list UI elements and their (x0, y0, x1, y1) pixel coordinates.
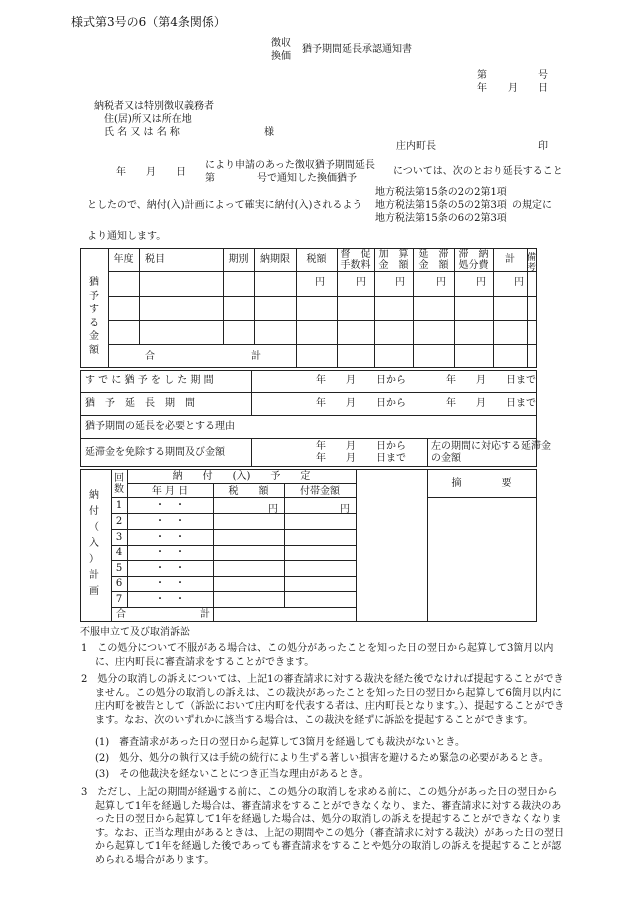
plan-total-left: 合 (116, 609, 126, 620)
yen-unit: 円 (395, 277, 405, 288)
yen-unit: 円 (476, 277, 486, 288)
sender-name: 庄内町長 (396, 141, 436, 152)
doc-no-label: 第 (477, 70, 487, 81)
plan-row-number: 5 (115, 563, 123, 574)
amount-total-left: 合 (145, 351, 155, 362)
col-header-disposal-cost: 滞 納 処分費 (458, 249, 489, 271)
col-header-additional: 加 算 金 額 (378, 249, 409, 271)
extend-to: 年 月 日まで (446, 398, 536, 409)
plan-header: 納 付 (入) 予 定 (172, 471, 311, 482)
already-deferred-label: す で に 猶 予 を し た 期 間 (85, 375, 214, 386)
note-3: 3 ただし、上記の期間が経過する前に、この処分の取消しを求める前に、この処分があった日の翌日から起算して1年を経過した場合は、審査請求をすることができなくなり、また、審査請求に対する裁決のあった日の翌日から起算して1年を経過した場合は、処分の取消しの訴えを提起することができなくなります。なお、正当な理由があるときは、上記の期間やこの処分（審査請求に対する裁決）があった日の翌日から起算して1年を経過した後であっても審査請求をすることや処分の取消しの訴えを提起することが認められる場合があります。 (81, 787, 565, 866)
note-2: 2 処分の取消しの訴えについては、上記1の審査請求に対する裁決を経た後でなければ提起することができません。この処分の取消しの訴えは、この裁決があったことを知った日の翌日から起算して6箇月以内に庄内町を被告として（訴訟において庄内町を代表する者は、庄内町長となります。）、提起することができます。なお、次のいずれかに該当する場合は、この裁決を経ずに訴訟を提起することができます。 (81, 674, 565, 726)
body-month: 月 (146, 167, 156, 178)
exempt-right-label: 左の期間に対応する延滞金 の金額 (431, 441, 551, 464)
note-2-1: (1) 審査請求があった日の翌日から起算して3箇月を経過しても裁決がないとき。 (95, 737, 466, 748)
plan-row-number: 2 (115, 516, 123, 527)
memo-header: 摘 要 (451, 478, 512, 489)
plan-row-number: 4 (115, 547, 123, 558)
addressee-name: 氏 名 又 は 名 称 (104, 127, 180, 138)
plan-row-number: 6 (115, 578, 123, 589)
plan-row-number: 3 (115, 532, 123, 543)
title-prefix-bottom: 換価 (271, 51, 291, 62)
law-ref-1: 地方税法第15条の2の2第1項 (375, 187, 507, 198)
plan-total-right: 計 (200, 609, 210, 620)
col-header-due-date: 納期限 (260, 254, 290, 265)
already-to: 年 月 日まで (446, 375, 536, 386)
body-phrase-c: としたので、納付(入)計画によって確実に納付(入)されるよう (87, 200, 363, 211)
col-header-reminder-fee: 督 促 手数料 (340, 249, 371, 271)
plan-row-number: 7 (115, 594, 123, 605)
count-header: 回 数 (114, 473, 124, 495)
col-header-period: 期別 (228, 254, 249, 265)
exempt-to: 年 月 日まで (316, 453, 406, 464)
plan-row-number: 1 (115, 500, 123, 511)
date-dots: ・ ・ (155, 547, 185, 558)
body-phrase-a2: 号で通知した換価猶予 (257, 173, 357, 184)
body-year: 年 (116, 167, 126, 178)
col-header-tax-amount: 税額 (306, 254, 327, 265)
amount-total-right: 計 (251, 351, 261, 362)
yen-unit: 円 (268, 504, 278, 515)
note-2-2: (2) 処分、処分の執行又は手続の続行により生ずる著しい損害を避けるため緊急の必要があるとき。 (95, 753, 549, 764)
amount-side-label: 猶 予 す る 金 額 (89, 277, 99, 356)
page-title: 猶予期間延長承認通知書 (302, 44, 412, 55)
already-from: 年 月 日から (316, 375, 406, 386)
header-month: 月 (508, 83, 518, 94)
seal-mark: 印 (538, 141, 548, 152)
col-header-total: 計 (505, 254, 515, 265)
body-phrase-a2-no: 第 (205, 173, 215, 184)
note-1: 1 この処分について不服がある場合は、この処分があったことを知った日の翌日から起算して3箇月以内に、庄内町長に審査請求をすることができます。 (81, 643, 554, 668)
extend-period-label: 猶 予 延 長 期 間 (85, 398, 195, 409)
tax-header: 税 額 (228, 486, 269, 497)
law-ref-2: 地方税法第15条の5の2第3項 (375, 200, 507, 211)
body-phrase-e: より通知します。 (87, 231, 167, 242)
date-dots: ・ ・ (155, 578, 185, 589)
yen-unit: 円 (315, 277, 325, 288)
note-2-3: (3) その他裁決を経ないことにつき正当な理由があるとき。 (95, 769, 369, 780)
notes-heading: 不服申立て及び取消訴訟 (80, 627, 190, 638)
exempt-from: 年 月 日から (316, 441, 406, 452)
date-dots: ・ ・ (155, 532, 185, 543)
date-dots: ・ ・ (155, 563, 185, 574)
addressee-honorific: 様 (264, 127, 274, 138)
yen-unit: 円 (436, 277, 446, 288)
title-prefix-top: 徴収 (271, 38, 291, 49)
law-ref-3: 地方税法第15条の6の2第3項 (375, 213, 507, 224)
header-year: 年 (477, 83, 487, 94)
reason-label: 猶予期間の延長を必要とする理由 (85, 421, 235, 432)
form-number: 様式第3号の6（第4条関係） (71, 15, 226, 29)
extra-header: 付帯金額 (300, 486, 340, 497)
date-dots: ・ ・ (155, 500, 185, 511)
date-header: 年 月 日 (151, 486, 189, 497)
yen-unit: 円 (514, 277, 524, 288)
col-header-tax-item: 税目 (145, 254, 165, 265)
date-dots: ・ ・ (155, 594, 185, 605)
col-header-remarks: 備考 (527, 253, 537, 273)
body-phrase-a1: により申請のあった徴収猶予期間延長 (205, 160, 375, 171)
addressee-line1: 納税者又は特別徴収義務者 (94, 101, 214, 112)
body-phrase-d: の規定に (512, 200, 552, 211)
extend-from: 年 月 日から (316, 398, 406, 409)
plan-side-label: 納 付 （ 入 ） 計 画 (89, 490, 99, 597)
yen-unit: 円 (356, 277, 366, 288)
col-header-delinquency: 延 滞 金 額 (418, 249, 449, 271)
yen-unit: 円 (340, 504, 350, 515)
body-day: 日 (176, 167, 186, 178)
header-day: 日 (538, 83, 548, 94)
doc-no-suffix: 号 (538, 70, 548, 81)
body-phrase-b: については、次のとおり延長すること (393, 166, 563, 177)
addressee-address: 住(居)所又は所在地 (104, 114, 192, 125)
exempt-label: 延滞金を免除する期間及び金額 (85, 447, 225, 458)
date-dots: ・ ・ (155, 516, 185, 527)
col-header-year: 年度 (113, 254, 134, 265)
